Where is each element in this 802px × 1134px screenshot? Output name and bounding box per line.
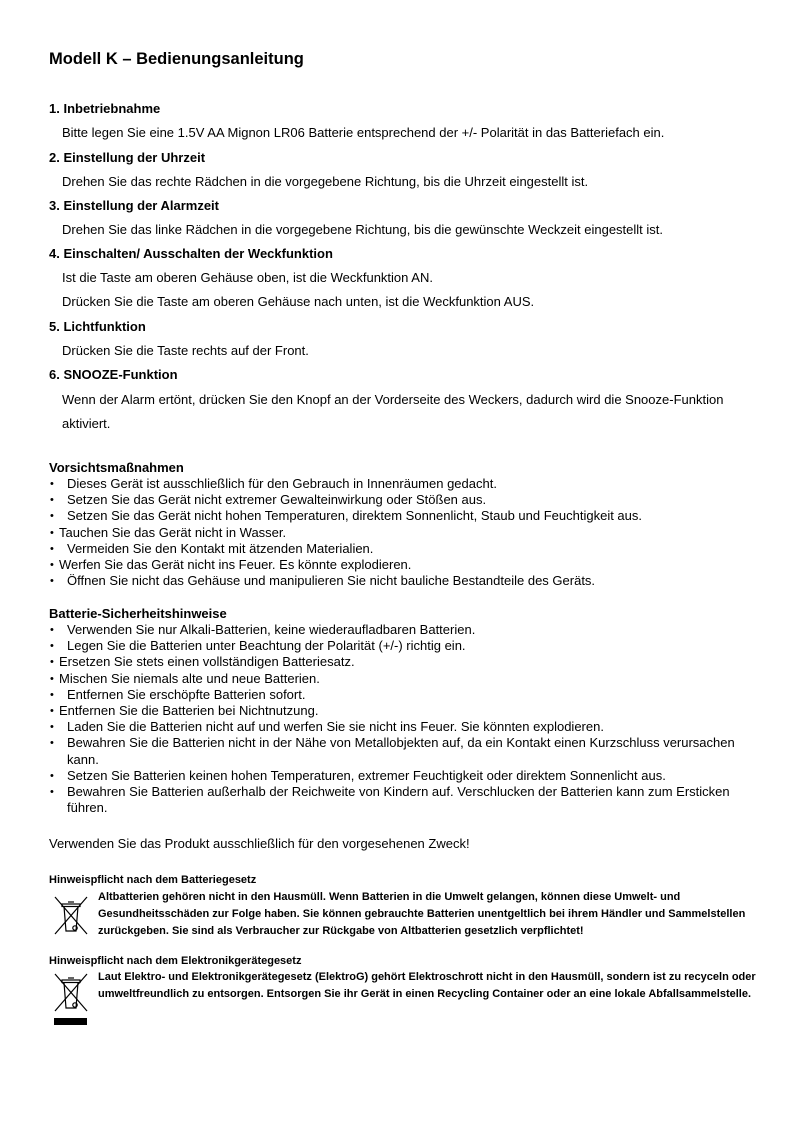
list-item: • Bewahren Sie Batterien außerhalb der Reichweite von Kindern auf. Verschlucken der Batterien kann zum Ersticken führen. — [49, 784, 759, 816]
list-item: • Entfernen Sie die Batterien bei Nichtnutzung. — [49, 703, 759, 719]
list-item: • Entfernen Sie erschöpfte Batterien sofort. — [49, 687, 759, 703]
section-text-snooze: Wenn der Alarm ertönt, drücken Sie den Knopf an der Vorderseite des Weckers, dadurch wird die Snooze-Funktion aktiviert. — [62, 392, 724, 431]
crossed-out-bin-with-bar-icon — [51, 971, 91, 1029]
list-item: • Ersetzen Sie stets einen vollständigen Batteriesatz. — [49, 654, 759, 670]
precautions-list — [49, 476, 759, 589]
list-item: • Bewahren Sie die Batterien nicht in der Nähe von Metallobjekten auf, da ein Kontakt einen Kurzschluss verursachen kann. — [49, 735, 759, 767]
intended-use-note: Verwenden Sie das Produkt ausschließlich für den vorgesehenen Zweck! — [49, 836, 470, 851]
section-heading-inbetriebnahme: 1. Inbetriebnahme — [49, 101, 161, 116]
battery-notice-title: Hinweispflicht nach dem Batteriegesetz — [49, 874, 257, 886]
list-item: • Legen Sie die Batterien unter Beachtung der Polarität (+/-) richtig ein. — [49, 638, 759, 654]
list-item: • Tauchen Sie das Gerät nicht in Wasser. — [49, 525, 759, 541]
list-item: • Setzen Sie das Gerät nicht hohen Temperaturen, direktem Sonnenlicht, Staub und Feuchtigkeit aus. — [49, 508, 759, 524]
precautions-heading: Vorsichtsmaßnahmen — [49, 460, 184, 475]
battery-safety-list — [49, 622, 759, 816]
section-text-lichtfunktion: Drücken Sie die Taste rechts auf der Front. — [62, 343, 309, 358]
page-title: Modell K – Bedienungsanleitung — [49, 50, 304, 68]
list-item: • Setzen Sie das Gerät nicht extremer Gewalteinwirkung oder Stößen aus. — [49, 492, 759, 508]
section-heading-snooze: 6. SNOOZE-Funktion — [49, 367, 178, 382]
list-item: • Verwenden Sie nur Alkali-Batterien, keine wiederaufladbaren Batterien. — [49, 622, 759, 638]
section-heading-alarmzeit: 3. Einstellung der Alarmzeit — [49, 198, 220, 213]
section-text-alarmzeit: Drehen Sie das linke Rädchen in die vorgegebene Richtung, bis die gewünschte Weckzeit eingestellt ist. — [62, 222, 664, 237]
list-item: • Werfen Sie das Gerät nicht ins Feuer. Es könnte explodieren. — [49, 557, 759, 573]
section-heading-lichtfunktion: 5. Lichtfunktion — [49, 319, 146, 334]
list-item: • Laden Sie die Batterien nicht auf und werfen Sie sie nicht ins Feuer. Sie könnten explodieren. — [49, 719, 759, 735]
section-text-weckfunktion-aus: Drücken Sie die Taste am oberen Gehäuse nach unten, ist die Weckfunktion AUS. — [62, 294, 535, 309]
list-item: • Öffnen Sie nicht das Gehäuse und manipulieren Sie nicht bauliche Bestandteile des Geräts. — [49, 573, 759, 589]
list-item: • Vermeiden Sie den Kontakt mit ätzenden Materialien. — [49, 541, 759, 557]
list-item: • Setzen Sie Batterien keinen hohen Temperaturen, extremer Feuchtigkeit oder direktem Sonnenlicht aus. — [49, 768, 759, 784]
battery-safety-heading: Batterie-Sicherheitshinweise — [49, 606, 227, 621]
section-text-inbetriebnahme: Bitte legen Sie eine 1.5V AA Mignon LR06 Batterie entsprechend der +/- Polarität in das Batteriefach ein. — [62, 125, 665, 140]
electro-notice-title: Hinweispflicht nach dem Elektronikgerätegesetz — [49, 955, 302, 967]
section-heading-uhrzeit: 2. Einstellung der Uhrzeit — [49, 150, 206, 165]
crossed-out-bin-icon — [51, 893, 91, 937]
battery-notice-text: Altbatterien gehören nicht in den Hausmüll. Wenn Batterien in die Umwelt gelangen, können diese Umwelt- und Gesundheitsschäden zur Folge haben. Sie können gebrauchte Batterien unentgeltlich bei ihrem Händler und Sammelstellen zurückgeben. Sie sind als Verbraucher zur Rückgabe von Altbatterien gesetzlich verpflichtet! — [98, 891, 746, 937]
electro-notice-text: Laut Elektro- und Elektronikgerätegesetz (ElektroG) gehört Elektroschrott nicht in den Hausmüll, sondern ist zu recyceln oder umweltfreundlich zu entsorgen. Entsorgen Sie ihr Gerät in einen Recycling Container oder an eine lokale Abfallsammelstelle. — [98, 971, 756, 1000]
section-text-weckfunktion-an: Ist die Taste am oberen Gehäuse oben, ist die Weckfunktion AN. — [62, 270, 433, 285]
section-text-uhrzeit: Drehen Sie das rechte Rädchen in die vorgegebene Richtung, bis die Uhrzeit eingestellt ist. — [62, 174, 589, 189]
list-item: • Mischen Sie niemals alte und neue Batterien. — [49, 671, 759, 687]
section-heading-weckfunktion: 4. Einschalten/ Ausschalten der Weckfunktion — [49, 246, 333, 261]
list-item: • Dieses Gerät ist ausschließlich für den Gebrauch in Innenräumen gedacht. — [49, 476, 759, 492]
